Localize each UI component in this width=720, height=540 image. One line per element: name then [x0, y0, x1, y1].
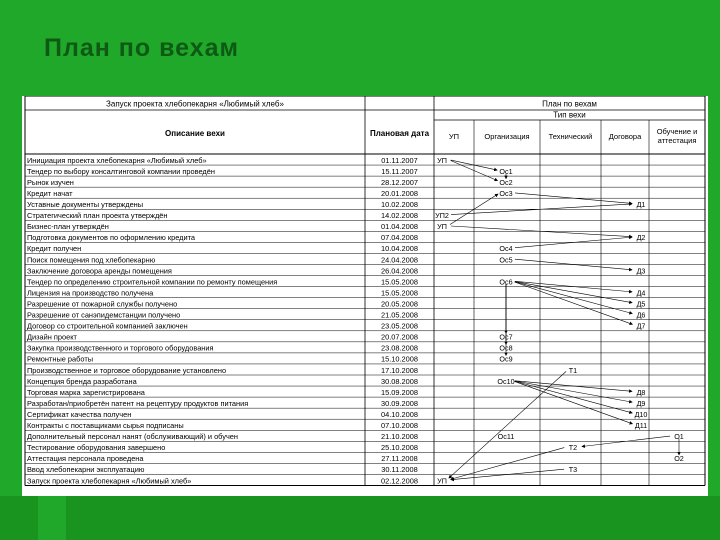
milestone-code-up: УП	[437, 155, 447, 165]
milestone-date: 01.11.2007	[381, 155, 418, 165]
milestone-date: 26.04.2008	[381, 266, 418, 276]
edu-header: Обучение и аттестация	[656, 127, 698, 145]
milestone-date: 21.10.2008	[381, 432, 418, 442]
plan-header: План по вехам	[542, 99, 597, 109]
milestone-code-tech: Т1	[568, 365, 578, 375]
milestone-code-edu: О1	[674, 432, 684, 442]
milestone-date: 23.08.2008	[381, 343, 418, 353]
milestone-description: Договор со строительной компанией заключен	[27, 321, 188, 331]
milestone-description: Сертификат качества получен	[27, 409, 132, 419]
milestone-code-dog: Д7	[636, 321, 646, 331]
dependency-arrow	[515, 381, 632, 402]
milestone-date: 15.05.2008	[381, 288, 418, 298]
milestone-date: 10.02.2008	[381, 200, 418, 209]
milestone-code-up: УП2	[435, 211, 449, 221]
milestone-date: 07.04.2008	[381, 233, 418, 243]
milestone-code-org: Ос3	[499, 188, 513, 198]
date-header: Плановая дата	[369, 129, 430, 138]
milestone-date: 15.05.2008	[381, 277, 418, 287]
milestone-date: 20.07.2008	[381, 332, 418, 342]
milestone-description: Бизнес-план утверждён	[27, 222, 109, 232]
milestone-table-svg	[22, 96, 708, 496]
milestone-code-dog: Д11	[634, 421, 648, 430]
milestone-description: Аттестация персонала проведена	[27, 454, 144, 464]
milestone-description: Ремонтные работы	[27, 354, 94, 364]
milestone-description: Ввод хлебопекарни эксплуатацию	[27, 465, 145, 475]
milestone-date: 28.12.2007	[381, 177, 418, 187]
milestone-date: 25.10.2008	[381, 443, 418, 453]
milestone-description: Тендер по выбору консалтинговой компании проведён	[27, 166, 215, 176]
milestone-code-up: УП	[437, 222, 447, 232]
milestone-code-org: Ос1	[499, 166, 513, 176]
milestone-description: Запуск проекта хлебопекарня «Любимый хлеб»	[27, 476, 192, 486]
milestone-date: 02.12.2008	[381, 476, 418, 486]
milestone-code-org: Ос4	[499, 244, 513, 254]
milestone-date: 17.10.2008	[381, 365, 418, 375]
milestone-code-tech: Т2	[568, 443, 578, 453]
milestone-code-dog: Д6	[636, 310, 646, 320]
milestone-description: Закупка производственного и торгового оборудования	[27, 343, 214, 353]
milestone-code-org: Ос6	[499, 277, 513, 287]
milestone-code-dog: Д4	[636, 288, 646, 298]
milestone-date: 15.09.2008	[381, 387, 418, 397]
milestone-description: Концепция бренда разработана	[27, 376, 137, 386]
milestone-code-up: УП	[437, 476, 447, 486]
project-title: Запуск проекта хлебопекарня «Любимый хлеб»	[106, 99, 284, 109]
milestone-code-dog: Д8	[636, 387, 646, 397]
milestone-description: Тендер по определению строительной компании по ремонту помещения	[27, 277, 278, 287]
milestone-code-dog: Д1	[636, 200, 646, 209]
milestone-date: 30.11.2008	[381, 465, 418, 475]
org-header: Организация	[484, 132, 530, 141]
dependency-arrow	[515, 282, 632, 303]
milestone-date: 01.04.2008	[381, 222, 418, 232]
milestone-description: Кредит начат	[27, 188, 73, 198]
milestone-date: 04.10.2008	[381, 409, 418, 419]
milestone-date: 07.10.2008	[381, 421, 418, 430]
dependency-arrow	[449, 371, 566, 478]
milestone-code-org: Ос9	[499, 354, 513, 364]
milestone-code-dog: Д2	[636, 233, 646, 243]
milestone-date: 15.11.2007	[381, 166, 418, 176]
milestone-date: 14.02.2008	[381, 211, 418, 221]
bottom-decor-strip	[0, 496, 720, 540]
milestone-code-org: Ос7	[499, 332, 513, 342]
milestone-code-org: Ос2	[499, 177, 513, 187]
desc-header: Описание вехи	[165, 129, 225, 138]
milestone-code-dog: Д5	[636, 299, 646, 309]
milestone-date: 20.05.2008	[381, 299, 418, 309]
milestone-description: Производственное и торговое оборудование установлено	[27, 365, 227, 375]
milestone-code-org: Ос5	[499, 255, 513, 265]
milestone-code-dog: Д10	[634, 409, 648, 419]
milestone-code-tech: Т3	[568, 465, 578, 475]
milestone-date: 21.05.2008	[381, 310, 418, 320]
milestone-code-org: Ос11	[497, 432, 515, 442]
milestone-date: 30.09.2008	[381, 398, 418, 408]
milestone-date: 30.08.2008	[381, 376, 418, 386]
milestone-description: Дополнительный персонал нанят (обслуживающий) и обучен	[27, 432, 238, 442]
milestone-description: Рынок изучен	[27, 177, 74, 187]
milestone-date: 24.04.2008	[381, 255, 418, 265]
milestone-date: 10.04.2008	[381, 244, 418, 254]
milestone-description: Дизайн проект	[27, 332, 77, 342]
milestone-date: 23.05.2008	[381, 321, 418, 331]
tech-header: Технический	[548, 132, 593, 141]
dependency-arrow	[515, 282, 633, 324]
milestone-code-edu: О2	[674, 454, 684, 464]
milestone-code-dog: Д9	[636, 398, 646, 408]
milestone-date: 15.10.2008	[381, 354, 418, 364]
milestone-code-org: Ос10	[497, 376, 515, 386]
milestone-description: Стратегический план проекта утверждён	[27, 211, 168, 221]
milestone-date: 20.01.2008	[381, 188, 418, 198]
type-header: Тип вехи	[553, 110, 586, 120]
dog-header: Договора	[608, 132, 642, 141]
milestone-description: Заключение договора аренды помещения	[27, 266, 172, 276]
table-text	[27, 100, 697, 486]
milestone-description: Инициация проекта хлебопекарня «Любимый хлеб»	[27, 155, 207, 165]
milestone-description: Разработан/приобретён патент на рецептуру продуктов питания	[27, 398, 249, 408]
milestone-description: Тестирование оборудования завершено	[27, 443, 166, 453]
milestone-description: Кредит получен	[27, 244, 82, 254]
milestone-code-org: Ос8	[499, 343, 513, 353]
slide-title: План по вехам	[44, 34, 240, 62]
milestone-description: Лицензия на производство получена	[27, 288, 154, 298]
milestone-description: Разрешение от санэпидемстанции получено	[27, 310, 181, 320]
bottom-decor-block	[38, 496, 66, 540]
milestone-description: Контракты с поставщиками сырья подписаны	[27, 421, 184, 430]
milestone-table	[22, 96, 708, 496]
up-header: УП	[448, 132, 460, 141]
milestone-description: Поиск помещения под хлебопекарню	[27, 255, 156, 265]
milestone-description: Подготовка документов по оформлению кредита	[27, 233, 195, 243]
milestone-description: Разрешение от пожарной службы получено	[27, 299, 178, 309]
milestone-description: Уставные документы утверждены	[27, 200, 144, 209]
milestone-description: Торговая марка зарегистрирована	[27, 387, 145, 397]
milestone-code-dog: Д3	[636, 266, 646, 276]
milestone-date: 27.11.2008	[381, 454, 418, 464]
